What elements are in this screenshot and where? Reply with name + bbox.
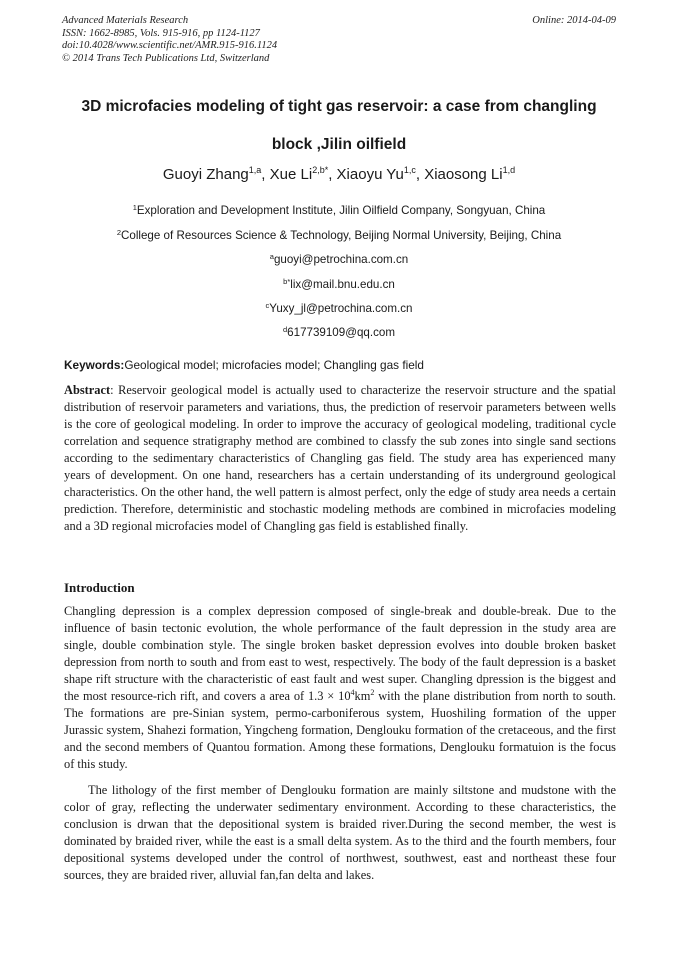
author: Xiaoyu Yu$^{1,c}$, xyxy=(336,165,425,183)
paper-title xyxy=(40,88,638,164)
email-c: $^c$Yuxy_jl@petrochina.com.cn xyxy=(265,301,413,315)
doi-line: doi:10.4028/www.scientific.net/AMR.915-916.1124 xyxy=(62,40,278,51)
journal-name: Advanced Materials Research xyxy=(62,15,189,26)
copyright-line: © 2014 Trans Tech Publications Ltd, Switzerland xyxy=(62,52,270,64)
section-heading-introduction: Introduction xyxy=(64,580,135,595)
keywords xyxy=(64,357,616,373)
affiliation-1: $^1$Exploration and Development Institute, Jilin Oilfield Company, Songyuan, China xyxy=(132,203,546,217)
introduction-paragraph-2: The lithology of the first member of Denglouku formation are mainly siltstone and mudstone with the color of gray, reflecting the underwater sedimentary environment. According to these characteristics, the conclusion is drwan that the depositional system is braided river.During the second member, the west is dominated by braided river, while the east is a small delta system. As to the third and the fourth members, four depositional systems developed under the control of northwest, southwest, east and northeast these four sources, they are braided river, alluvial fan,fan delta and lakes. xyxy=(64,783,616,882)
email-a: $^a$guoyi@petrochina.com.cn xyxy=(269,252,409,266)
author: Xiaosong Li$^{1,d}$ xyxy=(424,165,516,183)
author: Guoyi Zhang$^{1,a}$, xyxy=(162,165,270,183)
abstract-label: Abstract xyxy=(64,383,111,397)
author-list xyxy=(40,165,638,185)
issn-line: ISSN: 1662-8985, Vols. 915-916, pp 1124-1127 xyxy=(62,27,260,39)
abstract xyxy=(64,382,616,535)
title-line-2: block ,Jilin oilfield xyxy=(271,136,407,153)
keywords-text: Geological model; microfacies model; Changling gas field xyxy=(124,358,424,372)
abstract-text: : Reservoir geological model is actually used to characterize the reservoir structure and the spatial distribution of reservoir parameters and variations, thus, the prediction of reservoir parameters between wells is the core of geological modeling. In order to improve the accuracy of geological modeling, traditional cycle correlation and sequence stratigraphy method are combined to classfy the sub zones into single sand sections according to the sedimentary characteristics of Changling gas field. The study area has experienced many years of development. On one hand, researchers has a certain understanding of its underground geological characteristics. On the other hand, the well pattern is almost perfect, only the edge of study area needs a certain prediction. Therefore, deterministic and stochastic modeling methods are combined in microfacies modeling and a 3D regional microfacies model of Changling gas field is established finally. xyxy=(64,383,616,533)
author: Xue $Li^{2,b*}$, xyxy=(269,165,337,183)
journal-header xyxy=(62,15,616,65)
email-d: $^d$617739109@qq.com xyxy=(283,325,395,339)
title-line-1: 3D microfacies modeling of tight gas reservoir: a case from changling xyxy=(81,98,597,115)
affiliation-2: $^2$College of Resources Science & Technology, Beijing Normal University, Beijing, China xyxy=(116,228,562,242)
email-b: $^{b*}$lix@mail.bnu.edu.cn xyxy=(283,277,395,291)
online-date: Online: 2014-04-09 xyxy=(532,15,616,26)
introduction-paragraph-1: Changling depression is a complex depression composed of single-break and double-break. Due to the influence of basin tectonic evolution, the whole performance of the fault depression in the study area are single, double combination style. The single broken basket depression evolves into double broken basket depression from north to south and from east to west, respectively. The body of the fault depression is a basket shape rift structure with the characteristic of east fault and west super. Changling dpression is the biggest and the most resource-rich rift, and covers a area of $1.3 \times 10^4km^2$ with the plane distribution from north to south. The formations are pre-Sinian system, permo-carboniferous system, Huoshiling formation of the upper Jurassic system, Shahezi formation, Yingcheng formation, Denglouku formation of the cretaceous, and the first and the second members of Quantou formation. Among these formations, Denglouku formatuion is the focus of this study. xyxy=(64,604,616,771)
keywords-label: Keywords: xyxy=(64,358,125,372)
